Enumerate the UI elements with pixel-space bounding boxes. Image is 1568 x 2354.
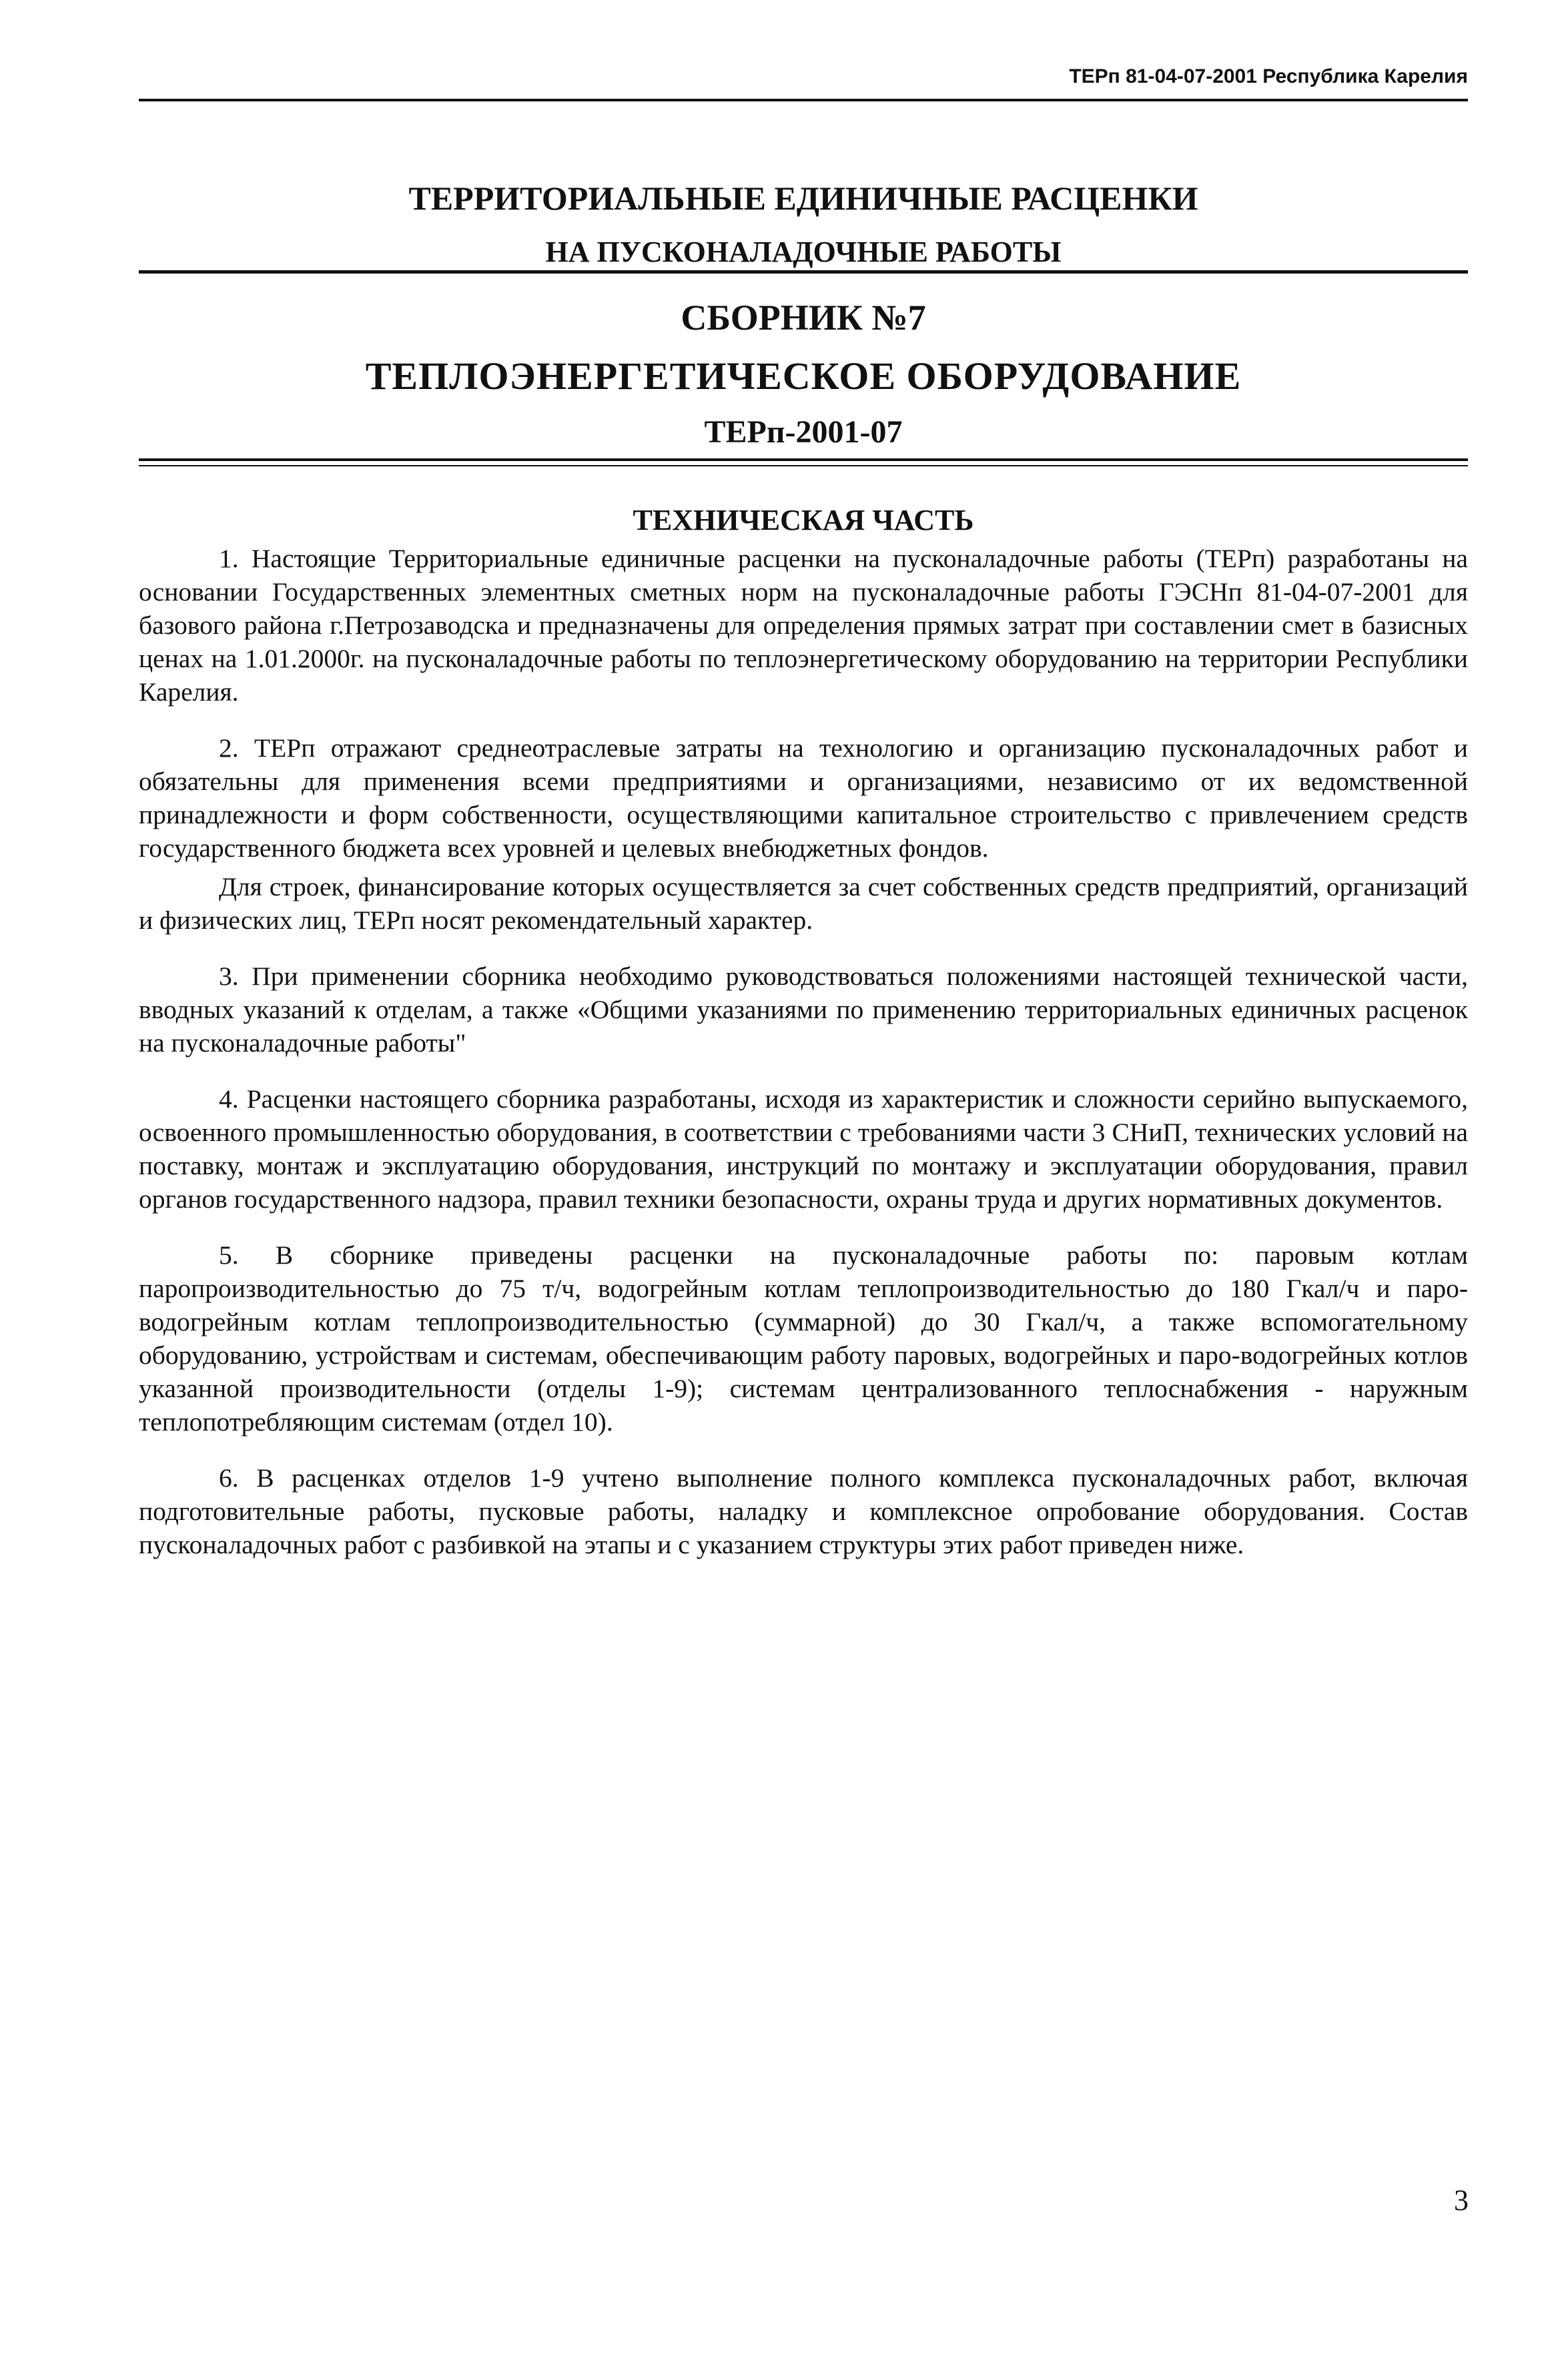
paragraph-5: 5. В сборнике приведены расценки на пусконаладочные работы по: паровым котлам паропроизводительностью до 75 т/ч, водогрейным котлам теплопроизводительностью до 180 Гкал/ч и паро-водогрейным котлам теплопроизводительностью (суммарной) до 30 Гкал/ч, а также вспомогательному оборудованию, устройствам и системам, обеспечивающим работу паровых, водогрейных и паро-водогрейных котлов указанной производительности (отделы 1-9); системам централизованного теплоснабжения - наружным теплопотребляющим системам (отдел 10). (139, 1240, 1468, 1437)
title-line-2: НА ПУСКОНАЛАДОЧНЫЕ РАБОТЫ (545, 236, 1062, 268)
section-heading: ТЕХНИЧЕСКАЯ ЧАСТЬ (633, 504, 974, 536)
technical-part-text (139, 542, 1468, 1584)
paragraph-1: 1. Настоящие Территориальные единичные расценки на пусконаладочные работы (ТЕРп) разработаны на основании Государственных элементных сметных норм на пусконаладочные работы ГЭСНп 81-04-07-2001 для базового района г.Петрозаводска и предназначены для определения прямых затрат при составлении смет в базисных ценах на 1.01.2000г. на пусконаладочные работы по теплоэнергетическому оборудованию на территории Республики Карелия. (139, 544, 1468, 707)
running-header: ТЕРп 81-04-07-2001 Республика Карелия (1069, 65, 1468, 87)
title-line-1: ТЕРРИТОРИАЛЬНЫЕ ЕДИНИЧНЫЕ РАСЦЕНКИ (408, 179, 1198, 217)
collection-code: ТЕРп-2001-07 (704, 414, 903, 450)
header-rule (139, 99, 1468, 101)
page-number: 3 (1454, 2184, 1469, 2217)
double-rule-top (139, 458, 1468, 461)
paragraph-3: 3. При применении сборника необходимо руководствоваться положениями настоящей технической части, вводных указаний к отделам, а также «Общими указаниями по применению территориальных единичных расценок на пусконаладочные работы" (139, 961, 1468, 1058)
collection-subject: ТЕПЛОЭНЕРГЕТИЧЕСКОЕ ОБОРУДОВАНИЕ (365, 354, 1242, 398)
collection-title: СБОРНИК №7 (681, 298, 926, 338)
title-rule (139, 270, 1468, 274)
paragraph-2-note: Для строек, финансирование которых осуществляется за счет собственных средств предприятий, организаций и физических лиц, ТЕРп носят рекомендательный характер. (139, 872, 1468, 935)
paragraph-2: 2. ТЕРп отражают среднеотраслевые затраты на технологию и организацию пусконаладочных работ и обязательны для применения всеми предприятиями и организациями, независимо от их ведомственной принадлежности и форм собственности, осуществляющими капитальное строительство с привлечением средств государственного бюджета всех уровней и целевых внебюджетных фондов. (139, 733, 1468, 863)
double-rule-bottom (139, 465, 1468, 466)
paragraph-6: 6. В расценках отделов 1-9 учтено выполнение полного комплекса пусконаладочных работ, включая подготовительные работы, пусковые работы, наладку и комплексное опробование оборудования. Состав пусконаладочных работ с разбивкой на этапы и с указанием структуры этих работ приведен ниже. (139, 1463, 1468, 1559)
paragraph-4: 4. Расценки настоящего сборника разработаны, исходя из характеристик и сложности серийно выпускаемого, освоенного промышленностью оборудования, в соответствии с требованиями части 3 СНиП, технических условий на поставку, монтаж и эксплуатацию оборудования, инструкций по монтажу и эксплуатации оборудования, правил органов государственного надзора, правил техники безопасности, охраны труда и других нормативных документов. (139, 1084, 1468, 1214)
